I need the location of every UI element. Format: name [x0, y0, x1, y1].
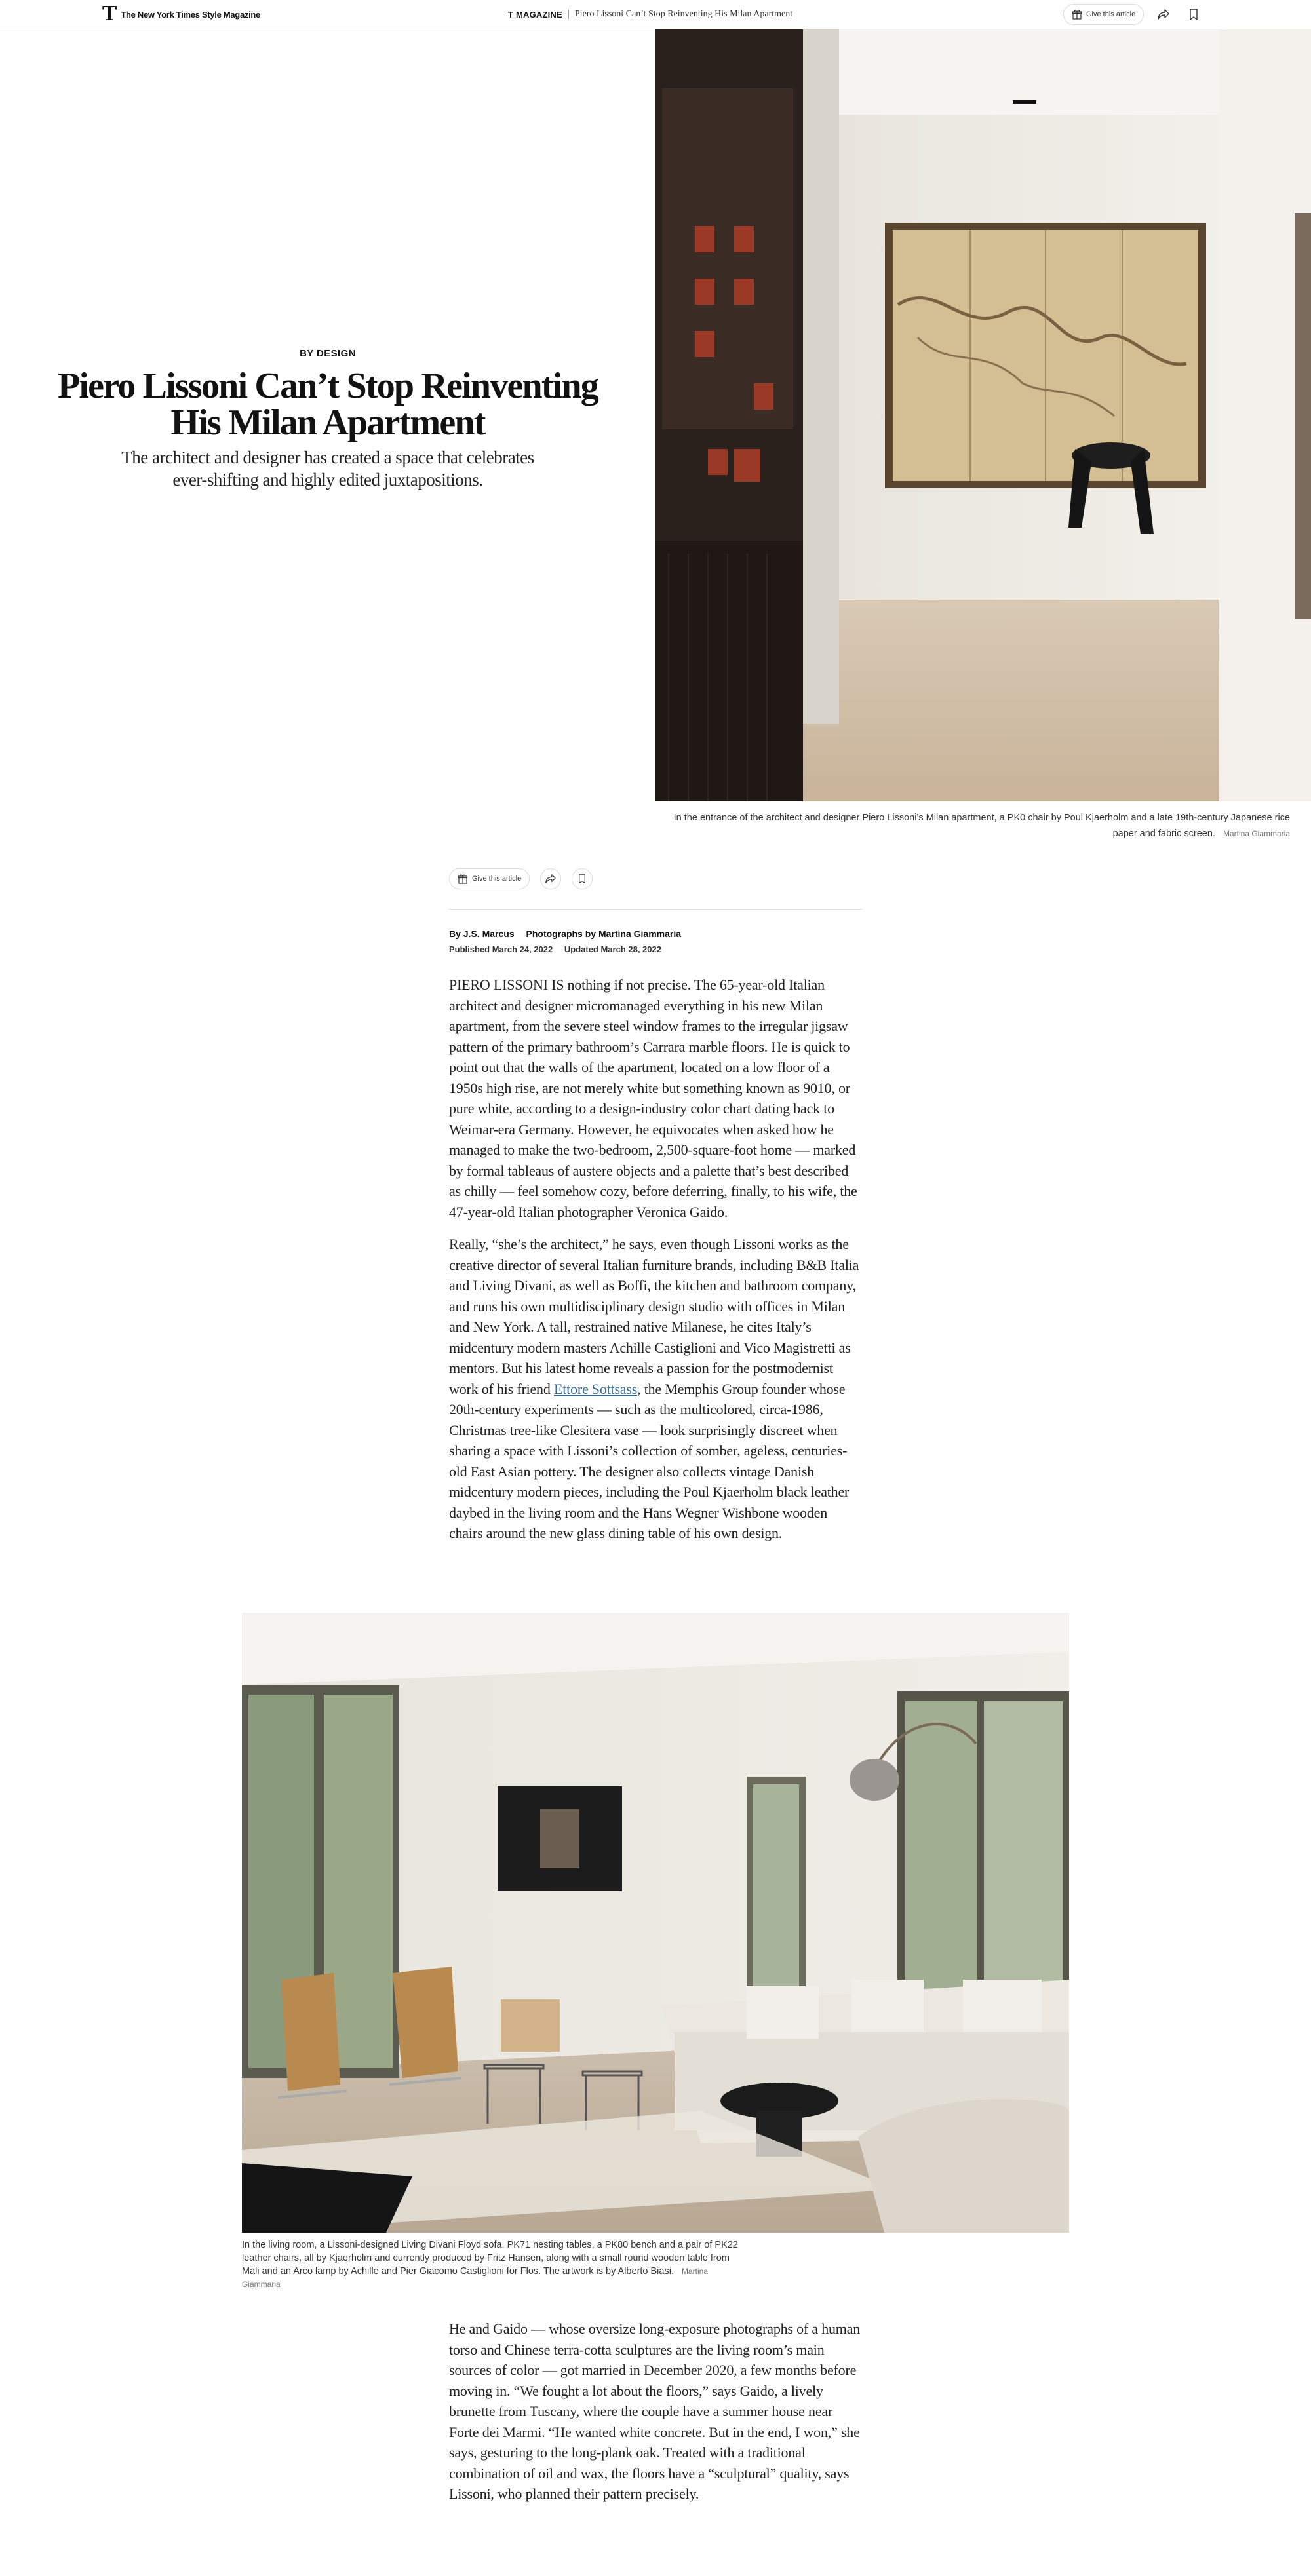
summary-dek: The architect and designer has created a space that celebrates ever-shifting and highly edited juxtapositions. — [121, 448, 534, 490]
hero-caption — [661, 810, 1290, 841]
paragraph: PIERO LISSONI IS nothing if not precise. The 65-year-old Italian architect and designer micromanaged everything in his new Milan apartment, from the severe steel window frames to the irregular jigsaw pattern of the primary bathroom’s Carrara marble floors. He is quick to point out that the walls of the apartment, located on a low floor of a 1950s high rise, are not merely white but something known as 9010, or pure white, according to a design-industry color chart dating back to Weimar-era Germany. However, he equivocates when asked how he managed to make the two-bedroom, 2,500-square-foot home — marked by formal tableaus of austere objects and a palette that’s best described as chilly — feel somehow cozy, before deferring, finally, to his wife, the 47-year-old Italian photographer Veronica Gaido. — [449, 976, 857, 1220]
hero-photo-credit: Martina Giammaria — [1223, 829, 1290, 838]
ettore-sottsass-link[interactable]: Ettore Sottsass — [553, 1380, 638, 1397]
share-button[interactable] — [1153, 4, 1174, 25]
gift-article-label: Give this article — [472, 875, 522, 883]
dateline — [449, 944, 671, 954]
headline: Piero Lissoni Can’t Stop Reinventing His Milan Apartment — [57, 366, 598, 443]
gift-icon — [1072, 9, 1082, 20]
article-body-continued — [449, 2318, 862, 2516]
article-body — [449, 974, 862, 1556]
share-button-inline[interactable] — [540, 868, 561, 889]
bookmark-icon — [578, 874, 586, 884]
bookmark-button[interactable] — [1183, 4, 1204, 25]
hero-text-panel — [0, 29, 656, 801]
kicker-label: BY DESIGN — [300, 348, 356, 359]
author-name[interactable]: By J.S. Marcus — [449, 929, 515, 939]
brand-logo-link[interactable] — [102, 5, 260, 24]
breadcrumb-divider — [568, 10, 569, 19]
divider — [449, 909, 862, 910]
bookmark-button-inline[interactable] — [572, 868, 593, 889]
bookmark-icon — [1189, 9, 1198, 20]
photographer-credit: Photographs by Martina Giammaria — [526, 929, 681, 939]
hero-caption-text: In the entrance of the architect and designer Piero Lissoni’s Milan apartment, a PK0 chair by Poul Kjaerholm and a late 19th-century Japanese rice paper and fabric screen. — [673, 813, 1290, 839]
share-icon — [545, 874, 557, 884]
living-room-caption-text: In the living room, a Lissoni-designed Living Divani Floyd sofa, PK71 nesting tables, a PK80 bench and a pair of PK22 leather chairs, all by Kjaerholm and currently produced by Fritz Hansen, along with a small round wooden table from Mali and an Arco lamp by Achille and Pier Giacomo Castiglioni for Flos. The artwork is by Alberto Biasi. — [242, 2240, 738, 2277]
gift-article-label: Give this article — [1086, 10, 1136, 18]
top-navigation-bar — [0, 0, 1311, 29]
top-actions — [1063, 4, 1204, 25]
gift-icon — [458, 874, 468, 884]
article-share-tools — [449, 868, 593, 889]
gift-article-button-inline[interactable] — [449, 868, 530, 889]
t-magazine-logo: T — [102, 3, 117, 26]
updated-date: Updated March 28, 2022 — [564, 944, 661, 954]
share-icon — [1157, 9, 1170, 20]
paragraph — [449, 1234, 862, 1544]
breadcrumb-article-title: Piero Lissoni Can’t Stop Reinventing His Milan Apartment — [574, 9, 793, 19]
published-date: Published March 24, 2022 — [449, 944, 553, 954]
paragraph: He and Gaido — whose oversize long-exposure photographs of a human torso and Chinese terra-cotta sculptures are the living room’s main sources of color — got married in December 2020, a few months before moving in. “We fought a lot about the floors,” says Gaido, a lively brunette from Tuscany, where the couple have a summer house near Forte dei Marmi. “He wanted white concrete. But in the end, I won,” she says, gesturing to the long-plank oak. Treated with a traditional combination of oil and wax, the floors have a “sculptural” quality, says Lissoni, who planned their pattern precisely. — [449, 2320, 861, 2502]
section-link[interactable]: T MAGAZINE — [508, 9, 562, 20]
living-room-photo — [242, 1613, 1069, 2233]
living-room-caption — [242, 2239, 740, 2291]
gift-article-button[interactable] — [1063, 4, 1144, 25]
byline — [449, 929, 690, 939]
brand-name: The New York Times Style Magazine — [121, 9, 260, 20]
living-room-photo-credit: Martina Giammaria — [242, 2267, 709, 2289]
breadcrumb — [508, 9, 792, 20]
paragraph-text: , the Memphis Group founder whose 20th-century experiments — such as the multicolored, circa-1986, Christmas tree-like Clesitera vase — look surprisingly discreet when sharing a space with Lissoni’s collection of somber, ageless, centuries-old East Asian pottery. The designer also collects vintage Danish midcentury modern pieces, including the Poul Kjaerholm black leather daybed in the living room and the Hans Wegner Wishbone wooden chairs around the new glass dining table of his own design. — [449, 1380, 850, 1541]
hero-photo — [656, 29, 1311, 801]
paragraph-text: Really, “she’s the architect,” he says, even though Lissoni works as the creative director of several Italian furniture brands, including B&B Italia and Living Divani, as well as Boffi, the kitchen and bathroom company, and runs his own multidisciplinary design studio with offices in Milan and New York. A tall, restrained native Milanese, he cites Italy’s midcentury modern masters Achille Castiglioni and Vico Magistretti as mentors. But his latest home reveals a passion for the postmodernist work of his friend — [449, 1236, 859, 1397]
